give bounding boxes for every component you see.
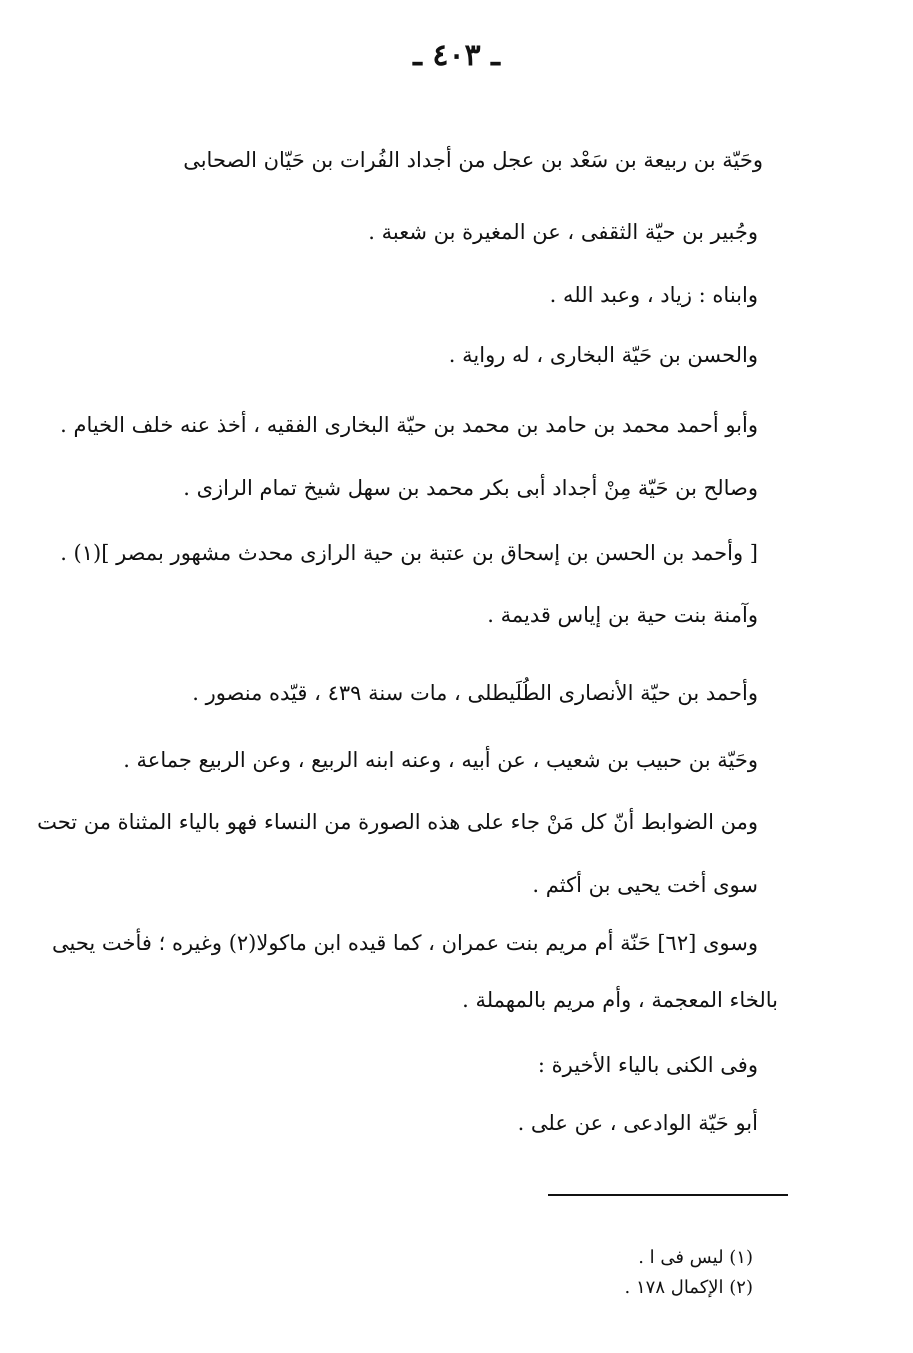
text-line-12: سوى أخت يحيى بن أكثم .	[532, 873, 758, 897]
text-line-7: [ وأحمد بن الحسن بن إسحاق بن عتبة بن حية الرازى محدث مشهور بمصر ](١) .	[60, 541, 758, 565]
text-line-13: وسوى [٦٢] حَنّة أم مريم بنت عمران ، كما قيده ابن ماكولا(٢) وغيره ؛ فأخت يحيى	[51, 931, 758, 955]
text-line-11: ومن الضوابط أنّ كل مَنْ جاء على هذه الصورة من النساء فهو بالياء المثناة من تحت	[37, 810, 758, 834]
text-line-4: والحسن بن حَيّة البخارى ، له رواية .	[448, 343, 758, 367]
text-line-9: وأحمد بن حيّة الأنصارى الطُلَيطلى ، مات سنة ٤٣٩ ، قيّده منصور .	[192, 681, 758, 705]
text-line-3: وابناه : زياد ، وعبد الله .	[549, 283, 758, 307]
text-line-2: وجُبير بن حيّة الثقفى ، عن المغيرة بن شعبة .	[368, 220, 758, 244]
text-line-8: وآمنة بنت حية بن إياس قديمة .	[487, 603, 758, 627]
text-line-10: وحَيّة بن حبيب بن شعيب ، عن أبيه ، وعنه ابنه الربيع ، وعن الربيع جماعة .	[123, 748, 758, 772]
footnote-2: (٢) الإكمال ١٧٨ .	[624, 1277, 753, 1298]
text-line-1: وحَيّة بن ربيعة بن سَعْد بن عجل من أجداد الفُرات بن حَيّان الصحابى	[183, 148, 763, 172]
text-line-15: وفى الكنى بالياء الأخيرة :	[537, 1053, 758, 1077]
footnote-separator	[548, 1194, 788, 1196]
text-line-16: أبو حَيّة الوادعى ، عن على .	[517, 1111, 758, 1135]
text-line-5: وأبو أحمد محمد بن حامد بن محمد بن حيّة البخارى الفقيه ، أخذ عنه خلف الخيام .	[60, 413, 758, 437]
text-line-6: وصالح بن حَيّة مِنْ أجداد أبى بكر محمد بن سهل شيخ تمام الرازى .	[183, 476, 758, 500]
page-number: ـ ٤٠٣ ـ	[413, 38, 500, 73]
text-line-14: بالخاء المعجمة ، وأم مريم بالمهملة .	[462, 988, 778, 1012]
footnote-1: (١) ليس فى ا .	[638, 1247, 753, 1268]
